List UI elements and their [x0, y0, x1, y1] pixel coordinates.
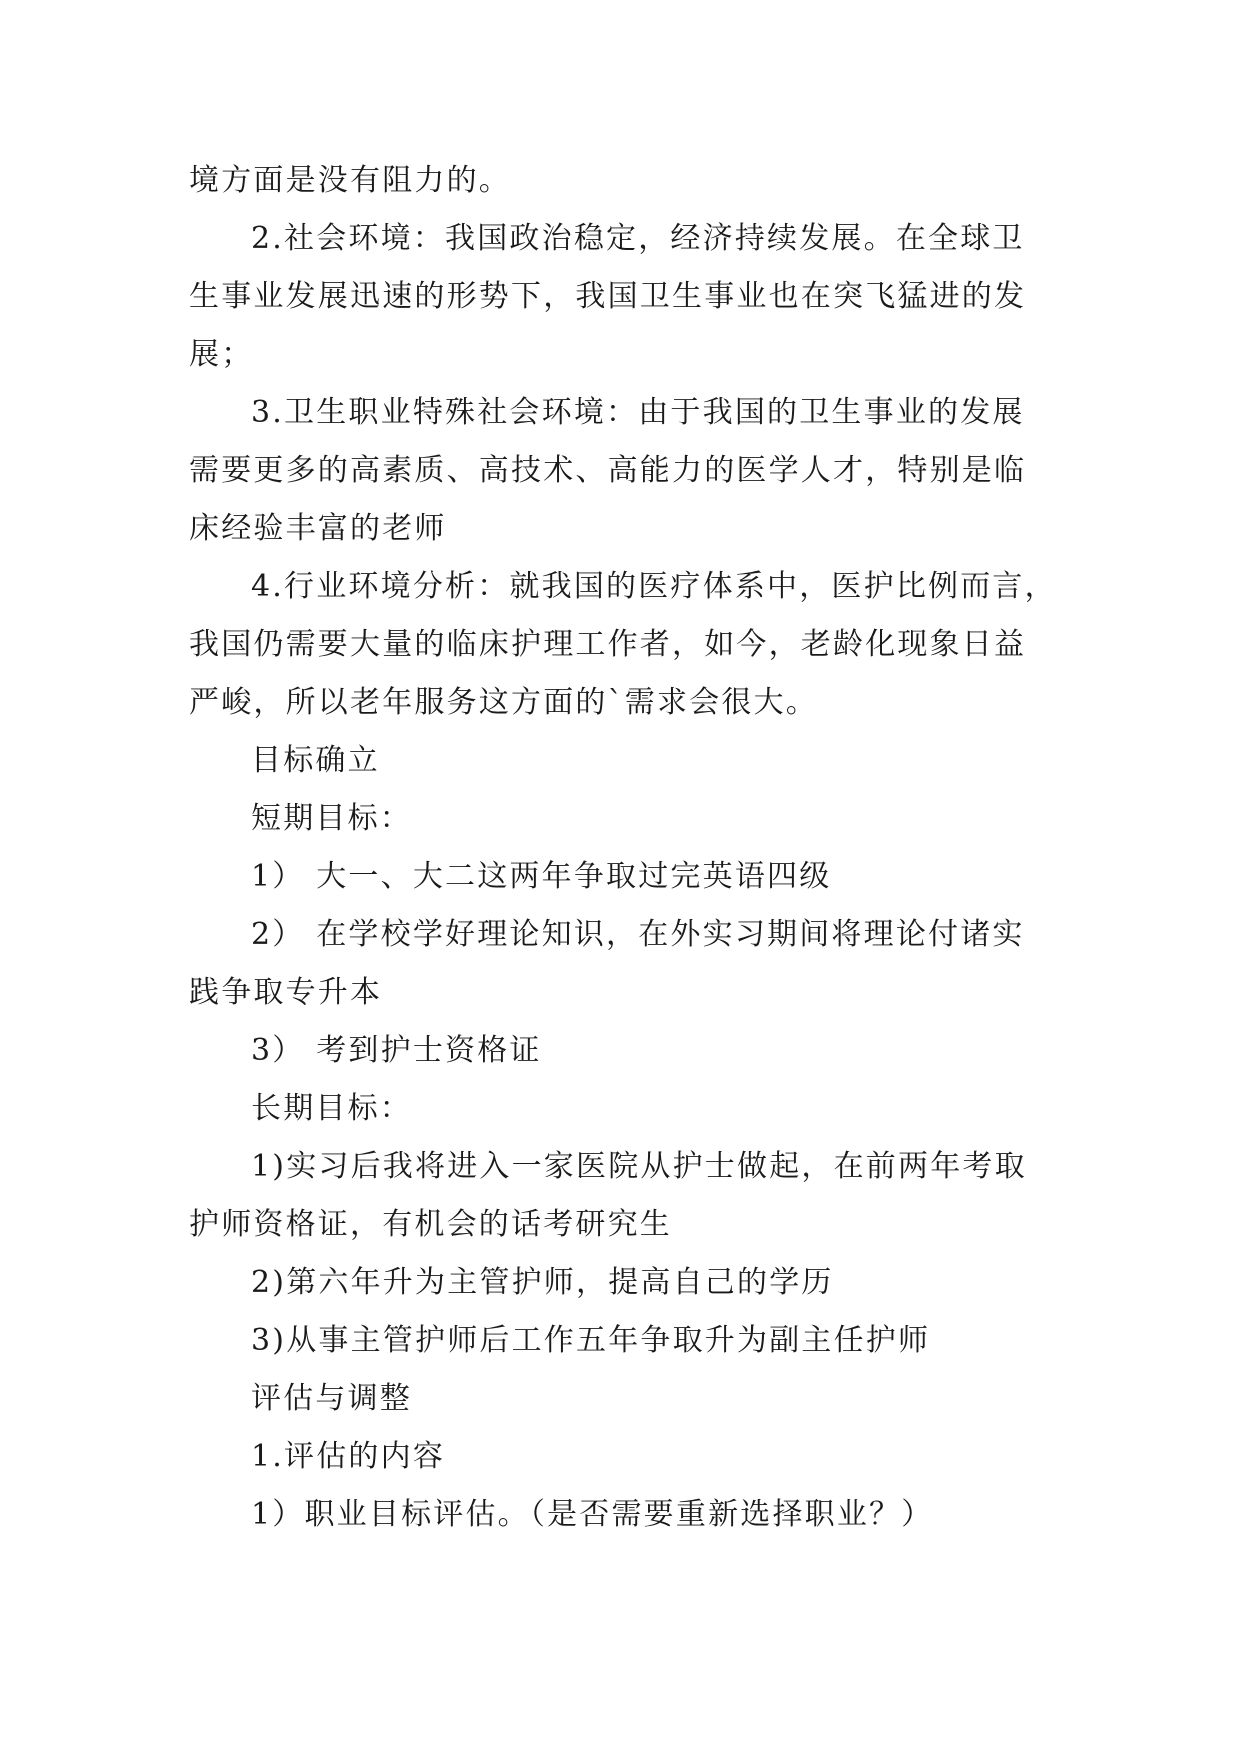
list-item: 2） 在学校学好理论知识，在外实习期间将理论付诸实 [251, 917, 1025, 952]
list-item: 2)第六年升为主管护师，提高自己的学历 [251, 1265, 834, 1300]
list-item: 3） 考到护士资格证 [251, 1033, 542, 1068]
subsection-heading: 1.评估的内容 [251, 1439, 446, 1474]
section-heading: 评估与调整 [251, 1381, 412, 1416]
list-item: 3)从事主管护师后工作五年争取升为副主任护师 [251, 1323, 931, 1358]
text-line: 4.行业环境分析：就我国的医疗体系中，医护比例而言， [251, 569, 1057, 604]
text-line: 展； [189, 337, 254, 372]
subsection-heading: 短期目标： [251, 801, 412, 836]
text-line: 床经验丰富的老师 [189, 511, 447, 546]
text-line: 3.卫生职业特殊社会环境：由于我国的卫生事业的发展 [251, 395, 1025, 430]
text-line: 2.社会环境：我国政治稳定，经济持续发展。在全球卫 [251, 221, 1025, 256]
list-item: 1）职业目标评估。（是否需要重新选择职业？） [251, 1497, 934, 1532]
text-line: 境方面是没有阻力的。 [189, 163, 511, 198]
text-line: 护师资格证，有机会的话考研究生 [189, 1207, 672, 1242]
text-line: 严峻，所以老年服务这方面的`需求会很大。 [189, 685, 818, 720]
text-line: 践争取专升本 [189, 975, 383, 1010]
section-heading: 目标确立 [251, 743, 380, 778]
list-item: 1） 大一、大二这两年争取过完英语四级 [251, 859, 832, 894]
list-item: 1)实习后我将进入一家医院从护士做起，在前两年考取 [251, 1149, 1027, 1184]
subsection-heading: 长期目标： [251, 1091, 412, 1126]
text-line: 我国仍需要大量的临床护理工作者，如今，老龄化现象日益 [189, 627, 1027, 662]
text-line: 需要更多的高素质、高技术、高能力的医学人才，特别是临 [189, 453, 1027, 488]
text-line: 生事业发展迅速的形势下，我国卫生事业也在突飞猛进的发 [189, 279, 1027, 314]
document-page [189, 152, 1057, 1544]
